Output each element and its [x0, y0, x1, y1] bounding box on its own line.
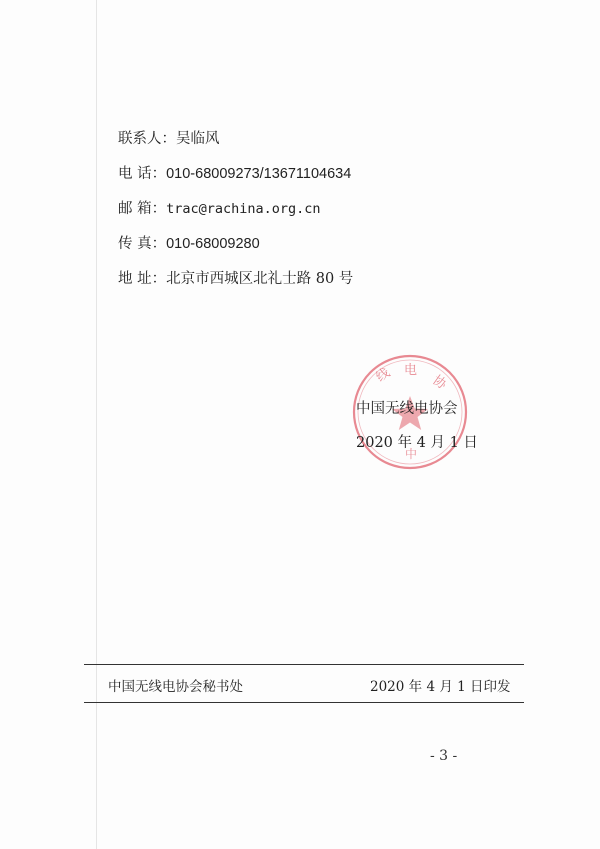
scan-edge-line [96, 0, 97, 849]
contact-address-label: 地 址： [118, 271, 167, 287]
contact-phone-row [118, 157, 353, 192]
contact-email-label: 邮 箱： [118, 201, 167, 217]
seal-char-3: 协 [429, 372, 449, 393]
page-number: - 3 - [430, 748, 458, 764]
contact-address-row [118, 262, 353, 297]
contact-fax-label: 传 真： [118, 236, 167, 252]
contact-email-row [118, 192, 353, 227]
contact-phone-value: 010-68009273/13671104634 [166, 166, 352, 182]
contact-address-value: 北京市西城区北礼士路 80 号 [166, 271, 354, 287]
footer-issuer: 中国无线电协会秘书处 [108, 679, 243, 695]
contact-person-value: 吴临风 [176, 131, 220, 147]
footer-bottom-rule [84, 702, 524, 703]
signature-block [356, 392, 478, 460]
contact-phone-label: 电 话： [118, 166, 167, 182]
footer-top-rule [84, 664, 524, 665]
contact-info-block [118, 122, 353, 297]
seal-char-2: 电 [404, 363, 418, 378]
signature-organization: 中国无线电协会 [356, 401, 458, 417]
footer-issued-date: 2020 年 4 月 1 日印发 [370, 679, 511, 695]
contact-person-row [118, 122, 353, 157]
contact-fax-row [118, 227, 353, 262]
contact-email-value: trac@rachina.org.cn [166, 201, 321, 217]
seal-char-1: 线 [373, 365, 393, 386]
contact-person-label: 联系人： [118, 131, 176, 147]
contact-fax-value: 010-68009280 [166, 236, 260, 252]
seal-char-4: 中 [405, 447, 418, 461]
signature-date: 2020 年 4 月 1 日 [356, 435, 478, 451]
